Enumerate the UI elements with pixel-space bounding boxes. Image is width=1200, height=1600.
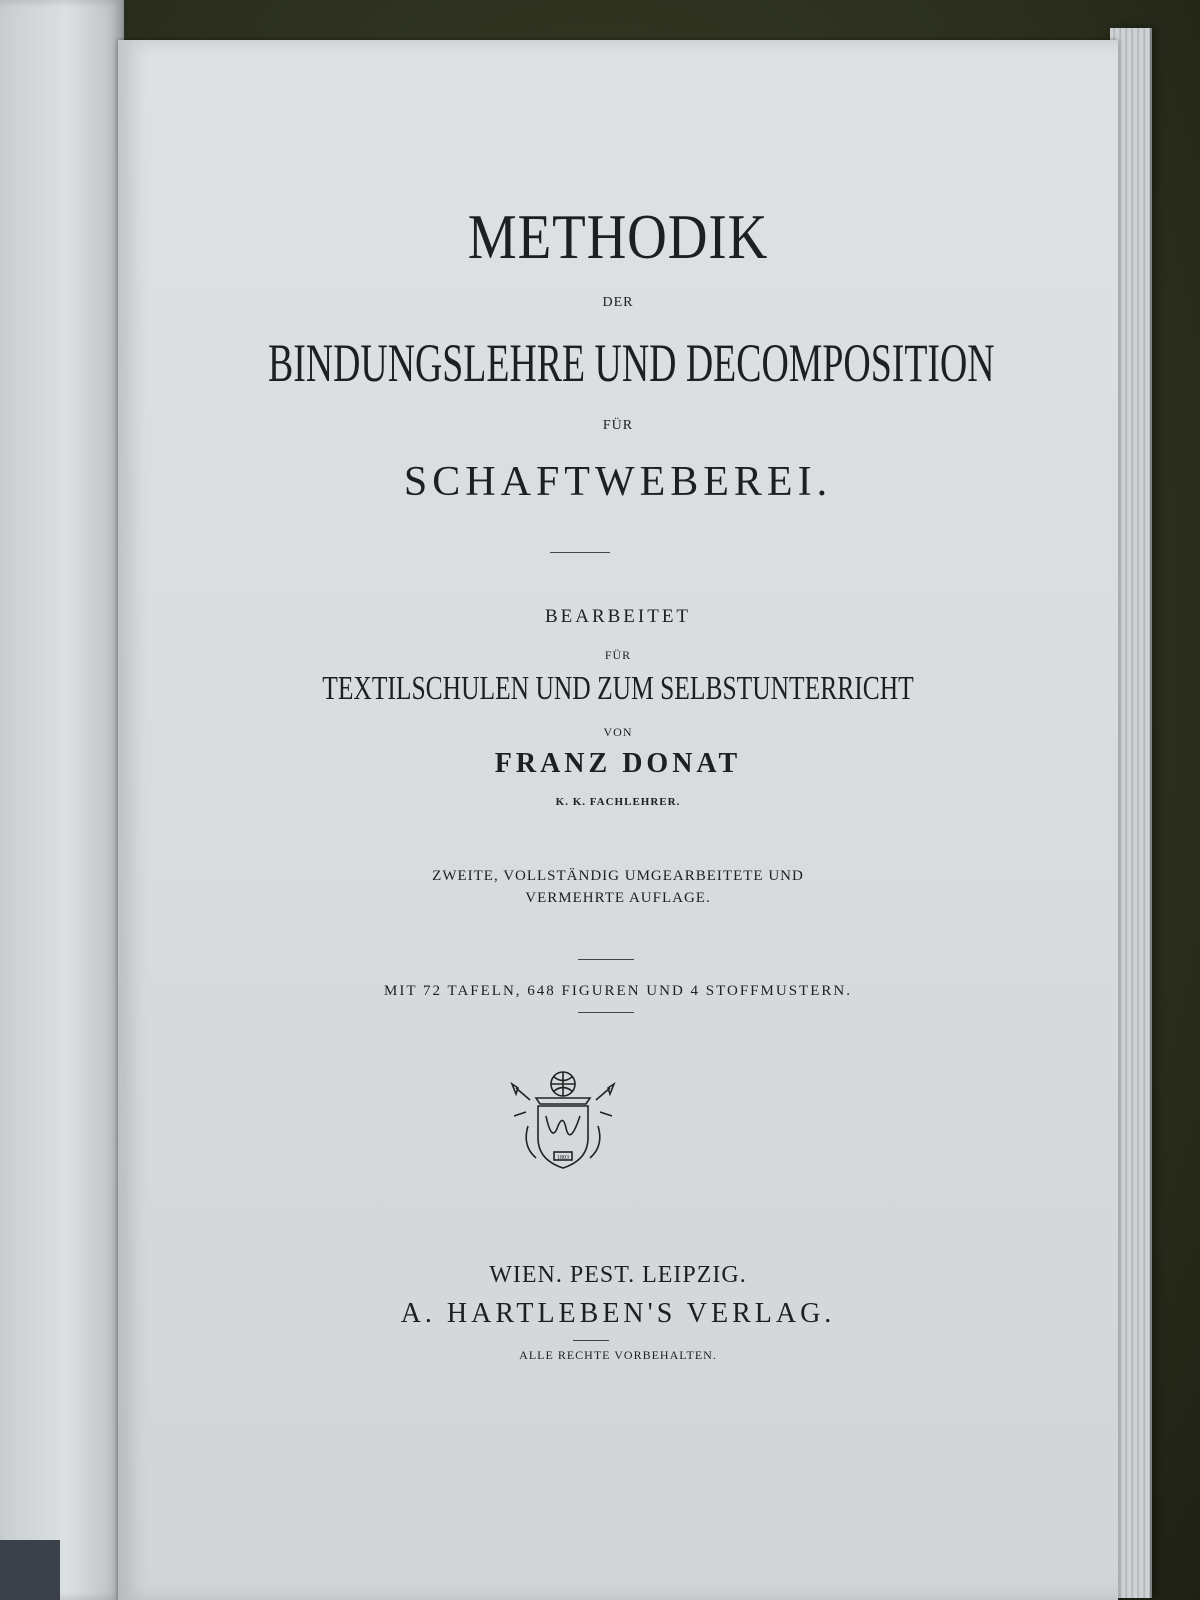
- word-der: DER: [602, 295, 634, 310]
- divider-rule-2: [578, 959, 634, 960]
- book-binding: [0, 1540, 60, 1600]
- publication-place: WIEN. PEST. LEIPZIG.: [489, 1262, 747, 1288]
- edition-line-1: ZWEITE, VOLLSTÄNDIG UMGEARBEITETE UND: [432, 868, 804, 884]
- plates-line: MIT 72 TAFELN, 648 FIGUREN UND 4 STOFFMUSTERN.: [384, 983, 852, 999]
- title-page: [118, 40, 1118, 1600]
- emblem-year: 1803: [557, 1155, 569, 1161]
- left-page: [0, 0, 124, 1600]
- book-title: METHODIK: [467, 201, 769, 272]
- divider-rule: [550, 552, 610, 553]
- publisher-emblem-icon: [508, 1066, 618, 1176]
- author-title: K. K. FACHLEHRER.: [555, 796, 681, 808]
- word-von: VON: [603, 725, 633, 739]
- word-fuer-2: FÜR: [604, 648, 632, 662]
- edition-line-2: VERMEHRTE AUFLAGE.: [525, 890, 711, 906]
- audience-line: TEXTILSCHULEN UND ZUM SELBSTUNTERRICHT: [322, 670, 914, 707]
- divider-rule-4: [573, 1340, 609, 1341]
- divider-rule-3: [578, 1012, 634, 1013]
- bearbeitet-label: BEARBEITET: [544, 606, 692, 627]
- word-fuer: FÜR: [602, 418, 634, 433]
- book-subtitle: BINDUNGSLEHRE UND DECOMPOSITION: [268, 333, 995, 393]
- rights-notice: ALLE RECHTE VORBEHALTEN.: [519, 1348, 717, 1362]
- author-name: FRANZ DONAT: [494, 748, 742, 779]
- book-subject: SCHAFTWEBEREI.: [403, 459, 833, 505]
- publisher-name: A. HARTLEBEN'S VERLAG.: [400, 1298, 836, 1329]
